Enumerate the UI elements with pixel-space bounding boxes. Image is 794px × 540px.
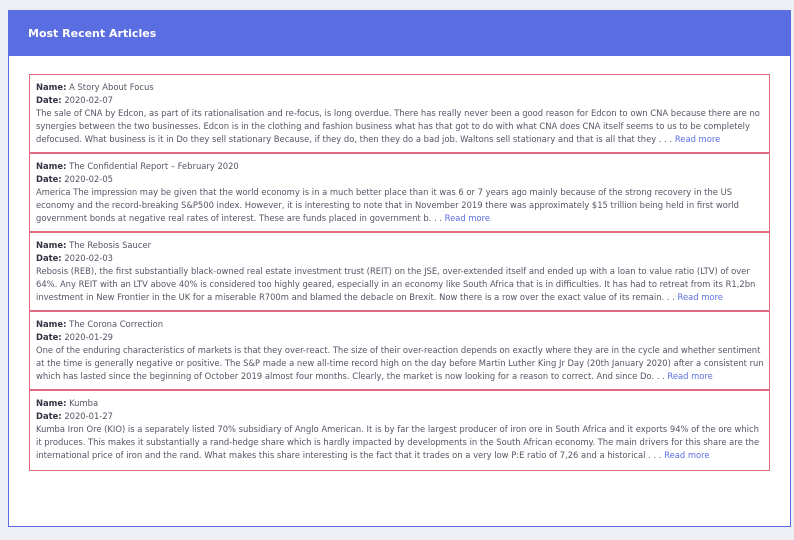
article-name: The Corona Correction	[69, 319, 164, 329]
read-more-link[interactable]: Read more	[664, 450, 710, 460]
read-more-link[interactable]: Read more	[444, 213, 491, 223]
read-more-link[interactable]: Read more	[667, 371, 713, 381]
article-name: The Confidential Report – February 2020	[69, 161, 239, 171]
date-label: Date:	[36, 95, 62, 105]
card-header-title: Most Recent Articles	[9, 11, 790, 56]
date-label: Date:	[36, 253, 62, 263]
article-excerpt: America The impression may be given that the world economy is in a much better place than it was 6 or 7 years ago mainly because of the strong recovery in the US economy and the record-breaking S&P500 index. However, it is interesting to note that in November 2019 there was approximately $15 trillion being held in first world government bonds at negative real rates of interest. These are funds placed in government b. . .	[36, 187, 739, 223]
article-date: 2020-01-27	[64, 411, 113, 421]
articles-list	[29, 74, 770, 471]
name-label: Name:	[36, 240, 67, 250]
article-name: Kumba	[69, 398, 99, 408]
date-label: Date:	[36, 332, 62, 342]
read-more-link[interactable]: Read more	[677, 292, 723, 302]
article-name: The Rebosis Saucer	[69, 240, 152, 250]
name-label: Name:	[36, 319, 67, 329]
recent-articles-card	[8, 10, 791, 527]
article-date: 2020-02-07	[64, 95, 113, 105]
read-more-link[interactable]: Read more	[674, 134, 721, 144]
article-date: 2020-02-05	[64, 174, 113, 184]
date-label: Date:	[36, 411, 62, 421]
article-item	[30, 233, 769, 312]
article-excerpt: Kumba Iron Ore (KIO) is a separately listed 70% subsidiary of Anglo American. It is by far the largest producer of iron ore in South Africa and it exports 94% of the ore which it produces. This makes it substantially a rand-hedge share which is hardly impacted by developments in the South African economy. The main drivers for this share are the international price of iron and the rand. What makes this share interesting is the fact that it trades on a very low P:E ratio of 7,26 and a historical . . .	[36, 424, 760, 460]
article-excerpt: Rebosis (REB), the first substantially black-owned real estate investment trust (REIT) on the JSE, over-extended itself and ended up with a loan to value ratio (LTV) of over 64%. Any REIT with an LTV above 40% is considered too highly geared, especially in an economy like South Africa that is in difficulties. It has had to retreat from its R1,2bn investment in New Frontier in the UK for a miserable R700m and blamed the debacle on Brexit. Now there is a row over the exact value of its remain. . .	[36, 266, 756, 302]
article-item	[30, 391, 769, 470]
article-date: 2020-02-03	[64, 253, 113, 263]
article-name: A Story About Focus	[69, 82, 154, 92]
article-excerpt: The sale of CNA by Edcon, as part of its rationalisation and re-focus, is long overdue. There has really never been a good reason for Edcon to own CNA because there are no synergies between the two businesses. Edcon is in the clothing and fashion business what has that got to do with what CNA does CNA itself seems to us to be completely defocused. What business is it in Do they sell stationary Because, if they do, then they do a bad job. Waltons sell stationary and that is all that they . . .	[36, 108, 760, 144]
card-body	[9, 56, 790, 471]
name-label: Name:	[36, 161, 67, 171]
article-excerpt: One of the enduring characteristics of markets is that they over-react. The size of their over-reaction depends on exactly where they are in the cycle and whether sentiment at the time is generally negative or positive. The S&P made a new all-time record high on the day before Martin Luther King Jr Day (20th January 2020) after a consistent run which has lasted since the beginning of October 2019 almost four months. Clearly, the market is now looking for a reason to correct. And since Do. . .	[36, 345, 764, 381]
name-label: Name:	[36, 398, 67, 408]
article-item	[30, 312, 769, 391]
article-date: 2020-01-29	[64, 332, 113, 342]
article-item	[30, 75, 769, 154]
name-label: Name:	[36, 82, 67, 92]
article-item	[30, 154, 769, 233]
date-label: Date:	[36, 174, 62, 184]
